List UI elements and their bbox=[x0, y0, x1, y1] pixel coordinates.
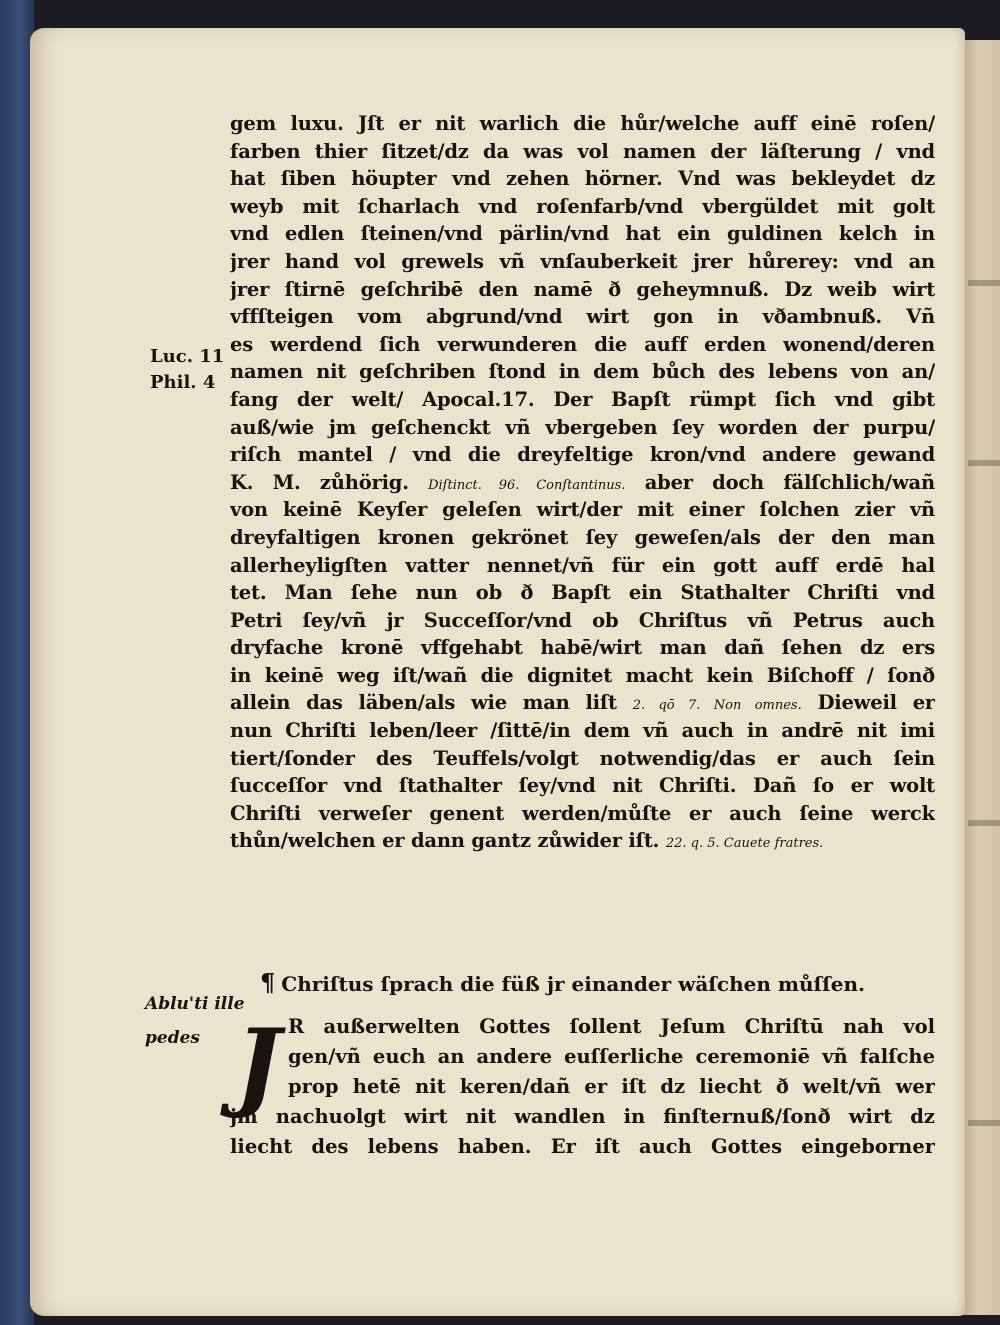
citation-reference: 22. q. 5. Cauete fratres. bbox=[665, 836, 824, 852]
text-line: ſucceſſor vnd ſtathalter ſey/vnd nit Chriſti. Dañ ſo er wolt bbox=[230, 774, 935, 798]
text-line: vnd edlen ſteinen/vnd pärlin/vnd hat ein guldinen kelch in bbox=[230, 222, 935, 246]
text-segment: thůn/welchen er dann gantz zůwider iſt. bbox=[230, 829, 660, 853]
margin-note-phil: Phil. 4 bbox=[150, 372, 216, 393]
citation-reference: 2. qō 7. Non omnes. bbox=[632, 698, 802, 714]
bleed-through-mark bbox=[968, 460, 1000, 466]
text-line: jrer hand vol grewels vñ vnſauberkeit jrer hůrerey: vnd an bbox=[230, 249, 935, 273]
text-line: prop hetē nit keren/dañ er iſt dz liecht ð welt/vñ wer bbox=[288, 1075, 935, 1098]
book-binding-edge bbox=[0, 0, 34, 1325]
main-text-block bbox=[230, 110, 935, 855]
text-line: gem luxu. Jſt er nit warlich die hůr/welche auff einē roſen/ bbox=[230, 112, 935, 135]
text-segment: Dieweil er bbox=[817, 691, 935, 715]
bleed-through-mark bbox=[968, 820, 1000, 826]
text-line: dryfache kronē vffgehabt habē/wirt man dañ ſehen dz ers bbox=[230, 636, 935, 660]
text-line bbox=[230, 469, 935, 497]
text-line: riſch mantel / vnd die dreyfeltige kron/vnd andere gewand bbox=[230, 443, 935, 467]
text-line: nun Chriſti leben/leer /ſittē/in dem vñ auch in andrē nit imi bbox=[230, 719, 935, 743]
section-heading bbox=[260, 968, 900, 997]
text-line: liecht des lebens haben. Er iſt auch Gottes eingeborner bbox=[230, 1135, 935, 1158]
second-text-block bbox=[230, 1008, 935, 1162]
bleed-through-mark bbox=[968, 280, 1000, 286]
margin-note-pedes: pedes bbox=[145, 1028, 200, 1048]
text-line: namen nit geſchriben ſtond in dem bůch des lebens von an/ bbox=[230, 360, 935, 384]
text-line: jm nachuolgt wirt nit wandlen in finſternuß/ſonð wirt dz bbox=[230, 1105, 935, 1128]
text-line: R außerwelten Gottes ſollent Jeſum Chriſtū nah vol bbox=[288, 1015, 935, 1038]
text-line: Chriſti verweſer genent werden/můſte er auch ſeine werck bbox=[230, 801, 935, 825]
text-line: in keinē weg iſt/wañ die dignitet macht kein Biſchoff / ſonð bbox=[230, 663, 935, 687]
text-line: tiert/ſonder des Teuffels/volgt notwendig/das er auch ſein bbox=[230, 746, 935, 770]
text-segment: aber doch fälſchlich/wañ bbox=[644, 470, 935, 494]
text-line: auß/wie jm geſchenckt vñ vbergeben ſey worden der purpu/ bbox=[230, 415, 935, 439]
text-line: hat ſiben höupter vnd zehen hörner. Vnd was bekleydet dz bbox=[230, 167, 935, 191]
citation-reference: Diſtinct. 96. Conſtantinus. bbox=[428, 477, 626, 493]
text-line: es werdend ſich verwunderen die auff erden wonend/deren bbox=[230, 332, 935, 356]
text-line: von keinē Keyſer geleſen wirt/der mit einer ſolchen zier vñ bbox=[230, 498, 935, 522]
text-line: vffſteigen vom abgrund/vnd wirt gon in vðambnuß. Vñ bbox=[230, 305, 935, 329]
bleed-through-mark bbox=[968, 1120, 1000, 1126]
text-line: tet. Man ſehe nun ob ð Bapſt ein Stathalter Chriſti vnd bbox=[230, 581, 935, 605]
text-segment: allein das läben/als wie man liſt bbox=[230, 691, 617, 715]
margin-note-ablutio: Ablu'ti ille bbox=[145, 994, 245, 1014]
text-line bbox=[230, 827, 935, 855]
section-heading-text: Chriſtus ſprach die füß jr einander wäſchen můſſen. bbox=[281, 972, 865, 996]
adjacent-page-edge bbox=[960, 40, 1000, 1315]
text-line: Petri ſey/vñ jr Succeſſor/vnd ob Chriſtus vñ Petrus auch bbox=[230, 608, 935, 632]
margin-note-luc: Luc. 11 bbox=[150, 346, 225, 367]
text-line: fang der welt/ Apocal.17. Der Bapſt rümpt ſich vnd gibt bbox=[230, 387, 935, 411]
text-line: weyb mit ſcharlach vnd roſenfarb/vnd vbergüldet mit golt bbox=[230, 194, 935, 218]
pilcrow-icon: ¶ bbox=[260, 968, 276, 997]
decorated-initial: J bbox=[235, 1008, 281, 1121]
text-line bbox=[230, 689, 935, 717]
text-line: dreyfaltigen kronen gekrönet ſey geweſen/als der den man bbox=[230, 525, 935, 549]
text-line: jrer ſtirnē geſchribē den namē ð geheymnuß. Dz weib wirt bbox=[230, 277, 935, 301]
text-line: allerheyligſten vatter nennet/vñ für ein gott auff erdē hal bbox=[230, 553, 935, 577]
text-segment: K. M. zůhörig. bbox=[230, 470, 409, 494]
text-line: gen/vñ euch an andere euſſerliche ceremoniē vñ falſche bbox=[288, 1045, 935, 1068]
text-line: farben thier ſitzet/dz da was vol namen der läſterung / vnd bbox=[230, 139, 935, 163]
